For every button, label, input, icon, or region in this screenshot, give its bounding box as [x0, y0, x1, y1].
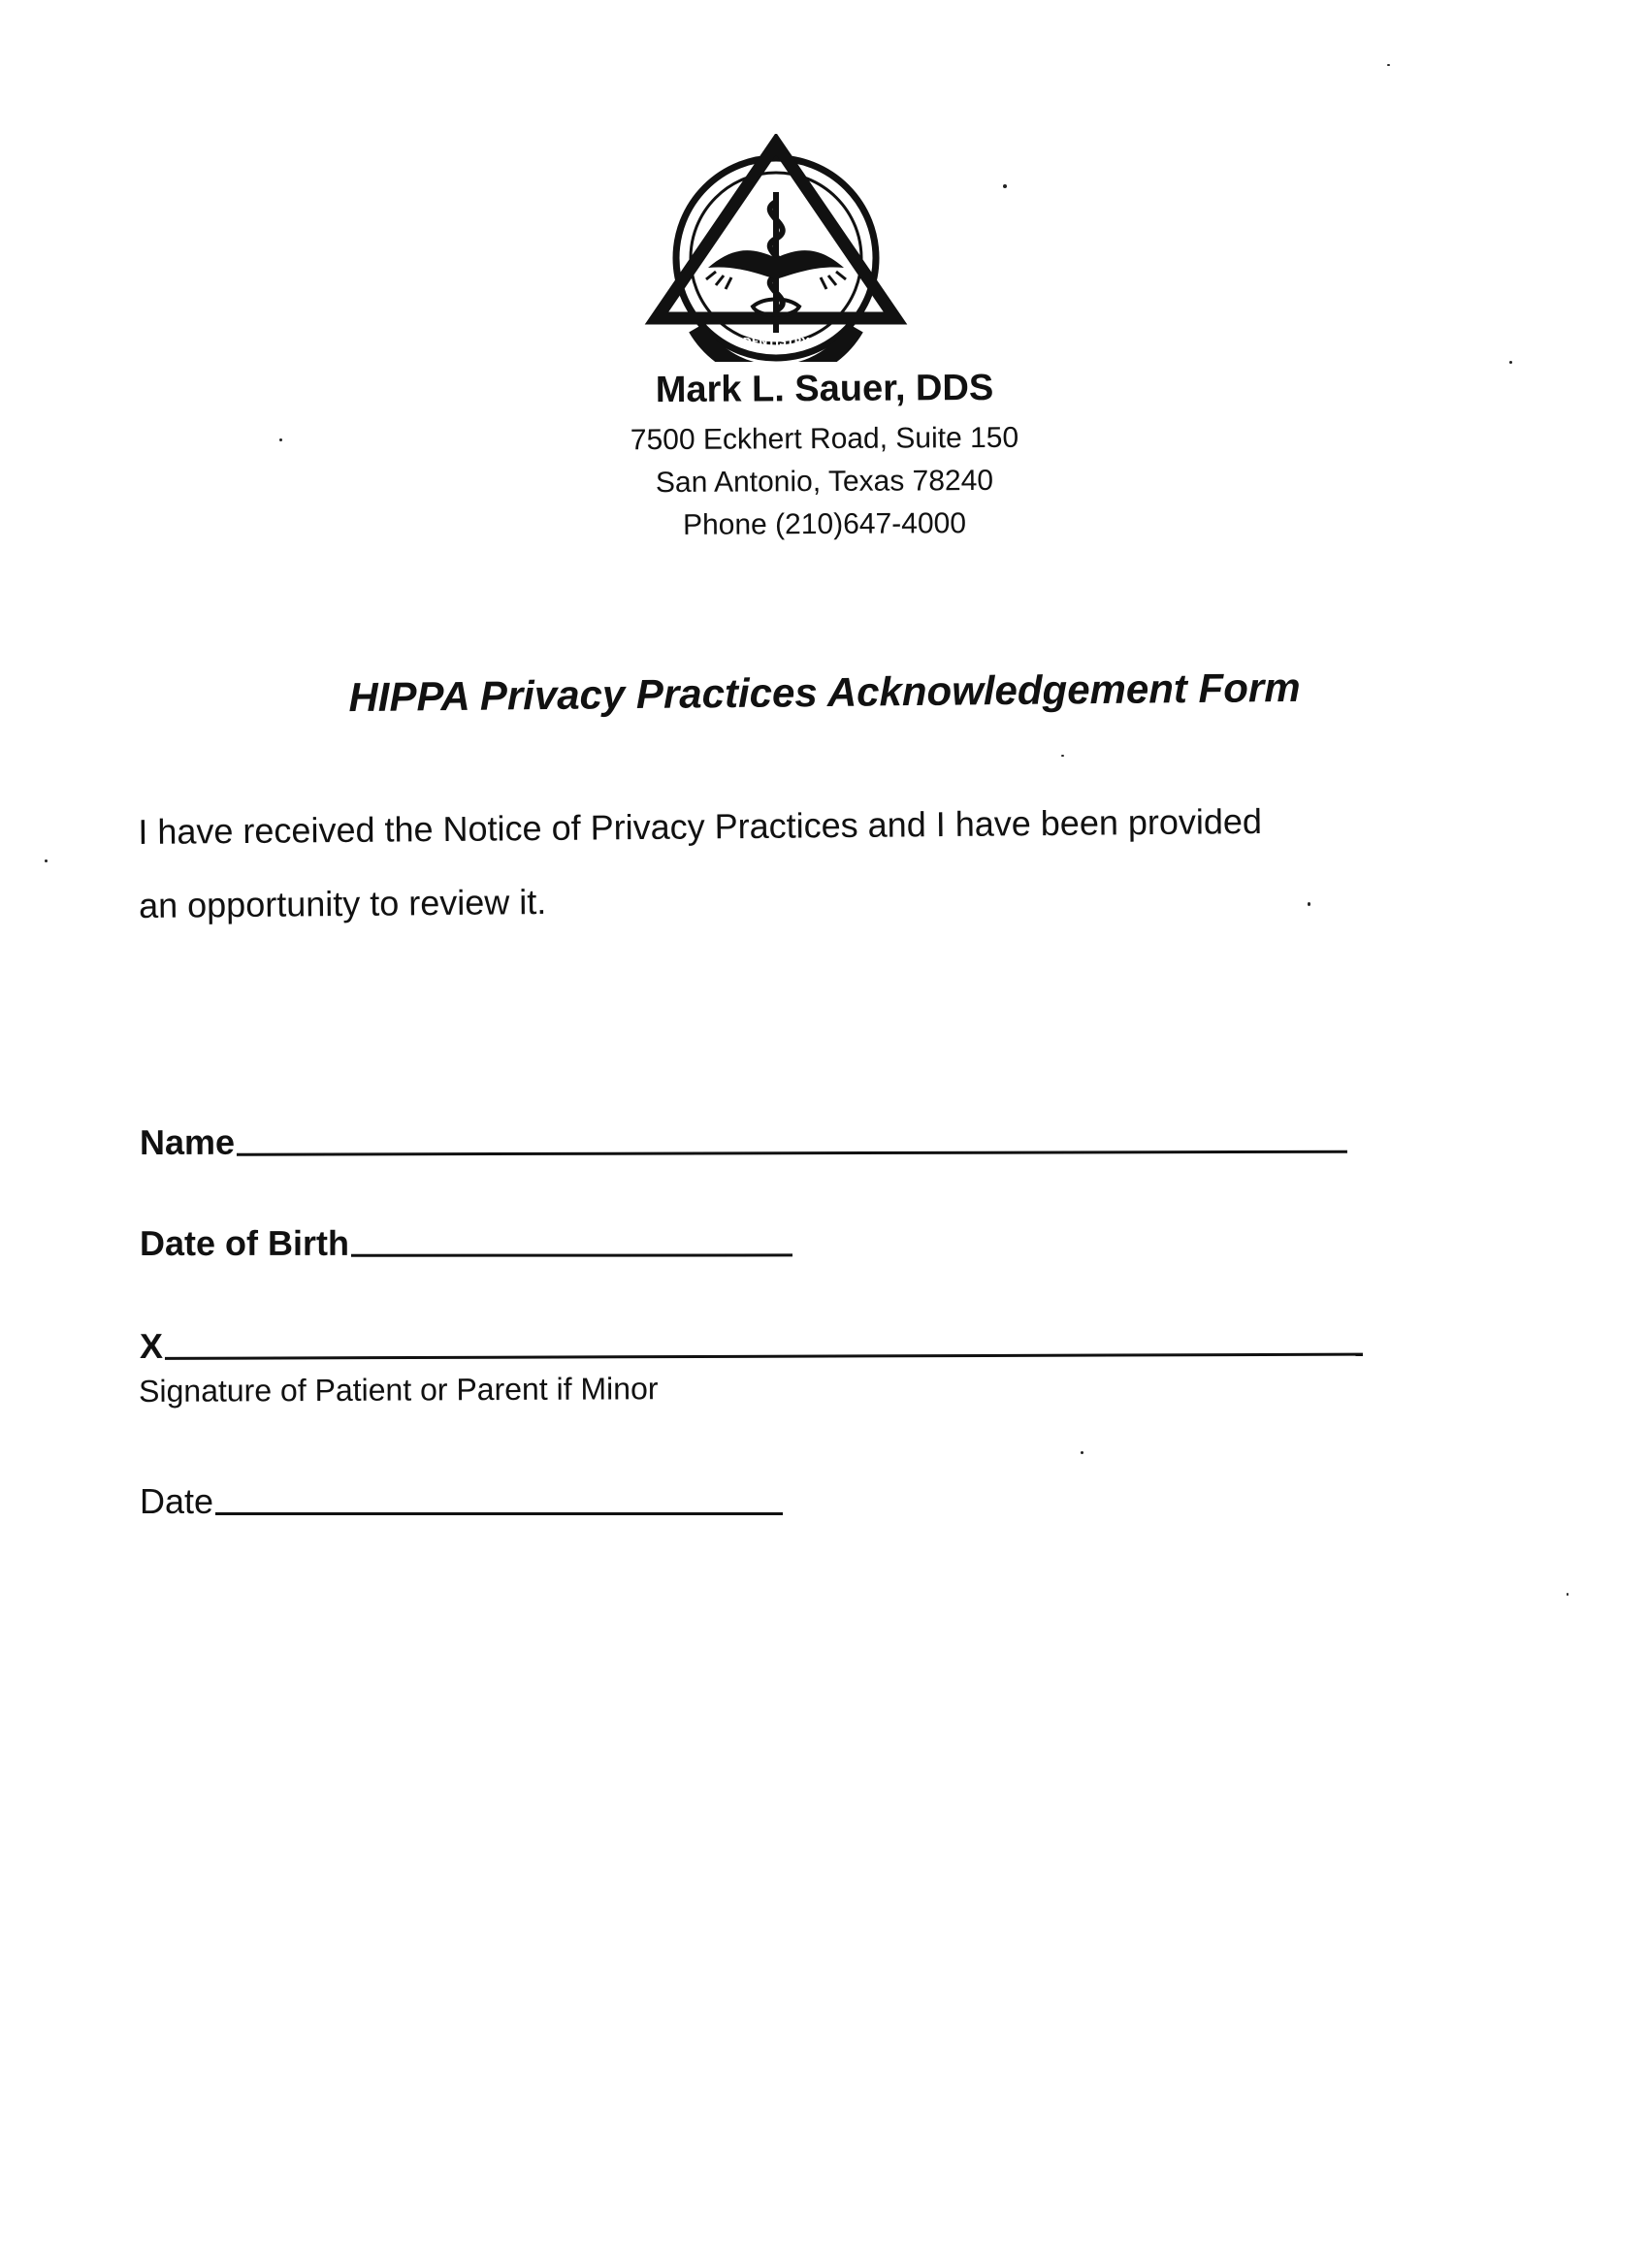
signature-field[interactable]	[140, 1323, 1363, 1366]
date-label: Date	[140, 1481, 214, 1521]
scan-speck	[1387, 64, 1390, 66]
form-title: HIPPA Privacy Practices Acknowledgement Form	[348, 664, 1301, 721]
name-blank-line[interactable]	[237, 1150, 1347, 1156]
dentistry-emblem-icon	[638, 134, 910, 362]
date-of-birth-label: Date of Birth	[139, 1222, 349, 1263]
signature-blank-line[interactable]	[165, 1353, 1363, 1360]
scan-speck	[1509, 361, 1512, 364]
scan-speck	[1081, 1451, 1083, 1454]
scan-speck	[1003, 184, 1007, 188]
doctor-name: Mark L. Sauer, DDS	[655, 367, 994, 411]
date-field[interactable]	[140, 1482, 783, 1521]
statement-line-1: I have received the Notice of Privacy Practices and I have been provided	[138, 800, 1263, 852]
scan-speck	[45, 859, 48, 862]
logo-text: DENTISTRY	[742, 336, 810, 348]
phone-number: Phone (210)647-4000	[682, 507, 967, 541]
acknowledgement-statement	[138, 784, 1380, 943]
signature-x-mark: X	[139, 1325, 164, 1366]
signature-caption: Signature of Patient or Parent if Minor	[139, 1371, 659, 1409]
date-of-birth-field[interactable]	[140, 1223, 792, 1263]
statement-line-2: an opportunity to review it.	[138, 881, 547, 925]
scan-speck	[1061, 755, 1064, 757]
address-line-2: San Antonio, Texas 78240	[655, 464, 994, 500]
name-field[interactable]	[140, 1120, 1347, 1162]
scan-speck	[1567, 1593, 1568, 1596]
date-of-birth-blank-line[interactable]	[351, 1253, 792, 1256]
name-label: Name	[139, 1121, 236, 1162]
date-blank-line[interactable]	[215, 1512, 783, 1515]
address-line-1: 7500 Eckhert Road, Suite 150	[630, 421, 1019, 457]
